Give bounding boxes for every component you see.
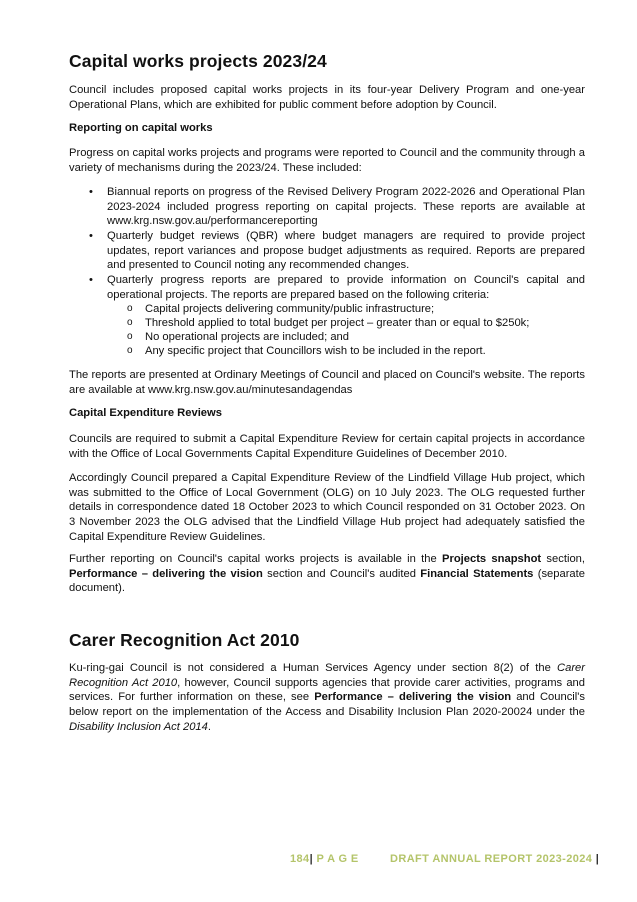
circle-bullet-icon: o bbox=[127, 345, 133, 356]
intro-paragraph: Council includes proposed capital works projects in its four-year Delivery Program and one-year Operational Plans, which are exhibited for public comment before adoption by Council. bbox=[69, 84, 585, 111]
list-item-text: Quarterly budget reviews (QBR) where budget managers are required to provide project updates, report variances and propose budget adjustments as required. Reports are prepared and presented to Council noting any recommended changes. bbox=[107, 230, 585, 272]
cer-paragraph-2: Accordingly Council prepared a Capital Expenditure Review of the Lindfield Village Hub project, which was submitted to the Office of Local Government (OLG) on 10 July 2023. The OLG requested further details in correspondence dated 18 October 2023 to which Council responded on 31 October 2023. On 3 November 2023 the OLG advised that the Lindfield Village Hub project had adequately satisfied the Capital Expenditure Review Guidelines. bbox=[69, 472, 585, 543]
circle-bullet-icon: o bbox=[127, 317, 133, 328]
circle-bullet-icon: o bbox=[127, 303, 133, 314]
meetings-paragraph: The reports are presented at Ordinary Meetings of Council and placed on Council's website. The reports are available at www.krg.nsw.gov.au/minutesandagendas bbox=[69, 369, 585, 396]
list-item-text: Biannual reports on progress of the Revised Delivery Program 2022-2026 and Operational Plan 2023-2024 included progress reporting on capital projects. These reports are available at www.krg.nsw.gov.au/performancereporting bbox=[107, 186, 585, 228]
bullet-icon: • bbox=[89, 186, 93, 198]
further-reporting-paragraph: Further reporting on Council's capital works projects is available in the Projects snapshot section, Performance – delivering the vision section and Council's audited Financial Statements (separate document). bbox=[69, 553, 585, 595]
sub-list-item-text: Threshold applied to total budget per project – greater than or equal to $250k; bbox=[145, 317, 530, 329]
subheading-capital-expenditure: Capital Expenditure Reviews bbox=[69, 407, 222, 419]
section-title-carer-recognition: Carer Recognition Act 2010 bbox=[69, 630, 300, 650]
cer-paragraph-1: Councils are required to submit a Capital Expenditure Review for certain capital projects in accordance with the Office of Local Governments Capital Expenditure Guidelines of December 2010. bbox=[69, 433, 585, 460]
bullet-icon: • bbox=[89, 274, 93, 286]
circle-bullet-icon: o bbox=[127, 331, 133, 342]
sub-list-item-text: No operational projects are included; and bbox=[145, 331, 349, 343]
footer-report-title: DRAFT ANNUAL REPORT 2023-2024 | bbox=[390, 853, 600, 865]
reporting-intro-paragraph: Progress on capital works projects and programs were reported to Council and the community through a variety of mechanisms during the 2023/24. These included: bbox=[69, 147, 585, 174]
section-title-capital-works: Capital works projects 2023/24 bbox=[69, 51, 327, 71]
list-item-text: Quarterly progress reports are prepared to provide information on Council's capital and operational projects. The reports are prepared based on the following criteria: bbox=[107, 274, 585, 301]
carer-paragraph: Ku-ring-gai Council is not considered a Human Services Agency under section 8(2) of the Carer Recognition Act 2010, however, Council supports agencies that provide carer activities, programs and services. For further information on these, see Performance – delivering the vision and Council's below report on the implementation of the Access and Disability Inclusion Plan 2020-20024 under the Disability Inclusion Act 2014. bbox=[69, 662, 586, 733]
subheading-reporting: Reporting on capital works bbox=[69, 122, 213, 134]
bullet-icon: • bbox=[89, 230, 93, 242]
footer-page-number: 184| P A G E bbox=[290, 853, 359, 865]
sub-list-item-text: Capital projects delivering community/public infrastructure; bbox=[145, 303, 435, 315]
footer-page-label: P A G E bbox=[316, 853, 359, 865]
sub-list-item-text: Any specific project that Councillors wish to be included in the report. bbox=[145, 345, 486, 357]
footer-separator: | bbox=[595, 853, 600, 865]
